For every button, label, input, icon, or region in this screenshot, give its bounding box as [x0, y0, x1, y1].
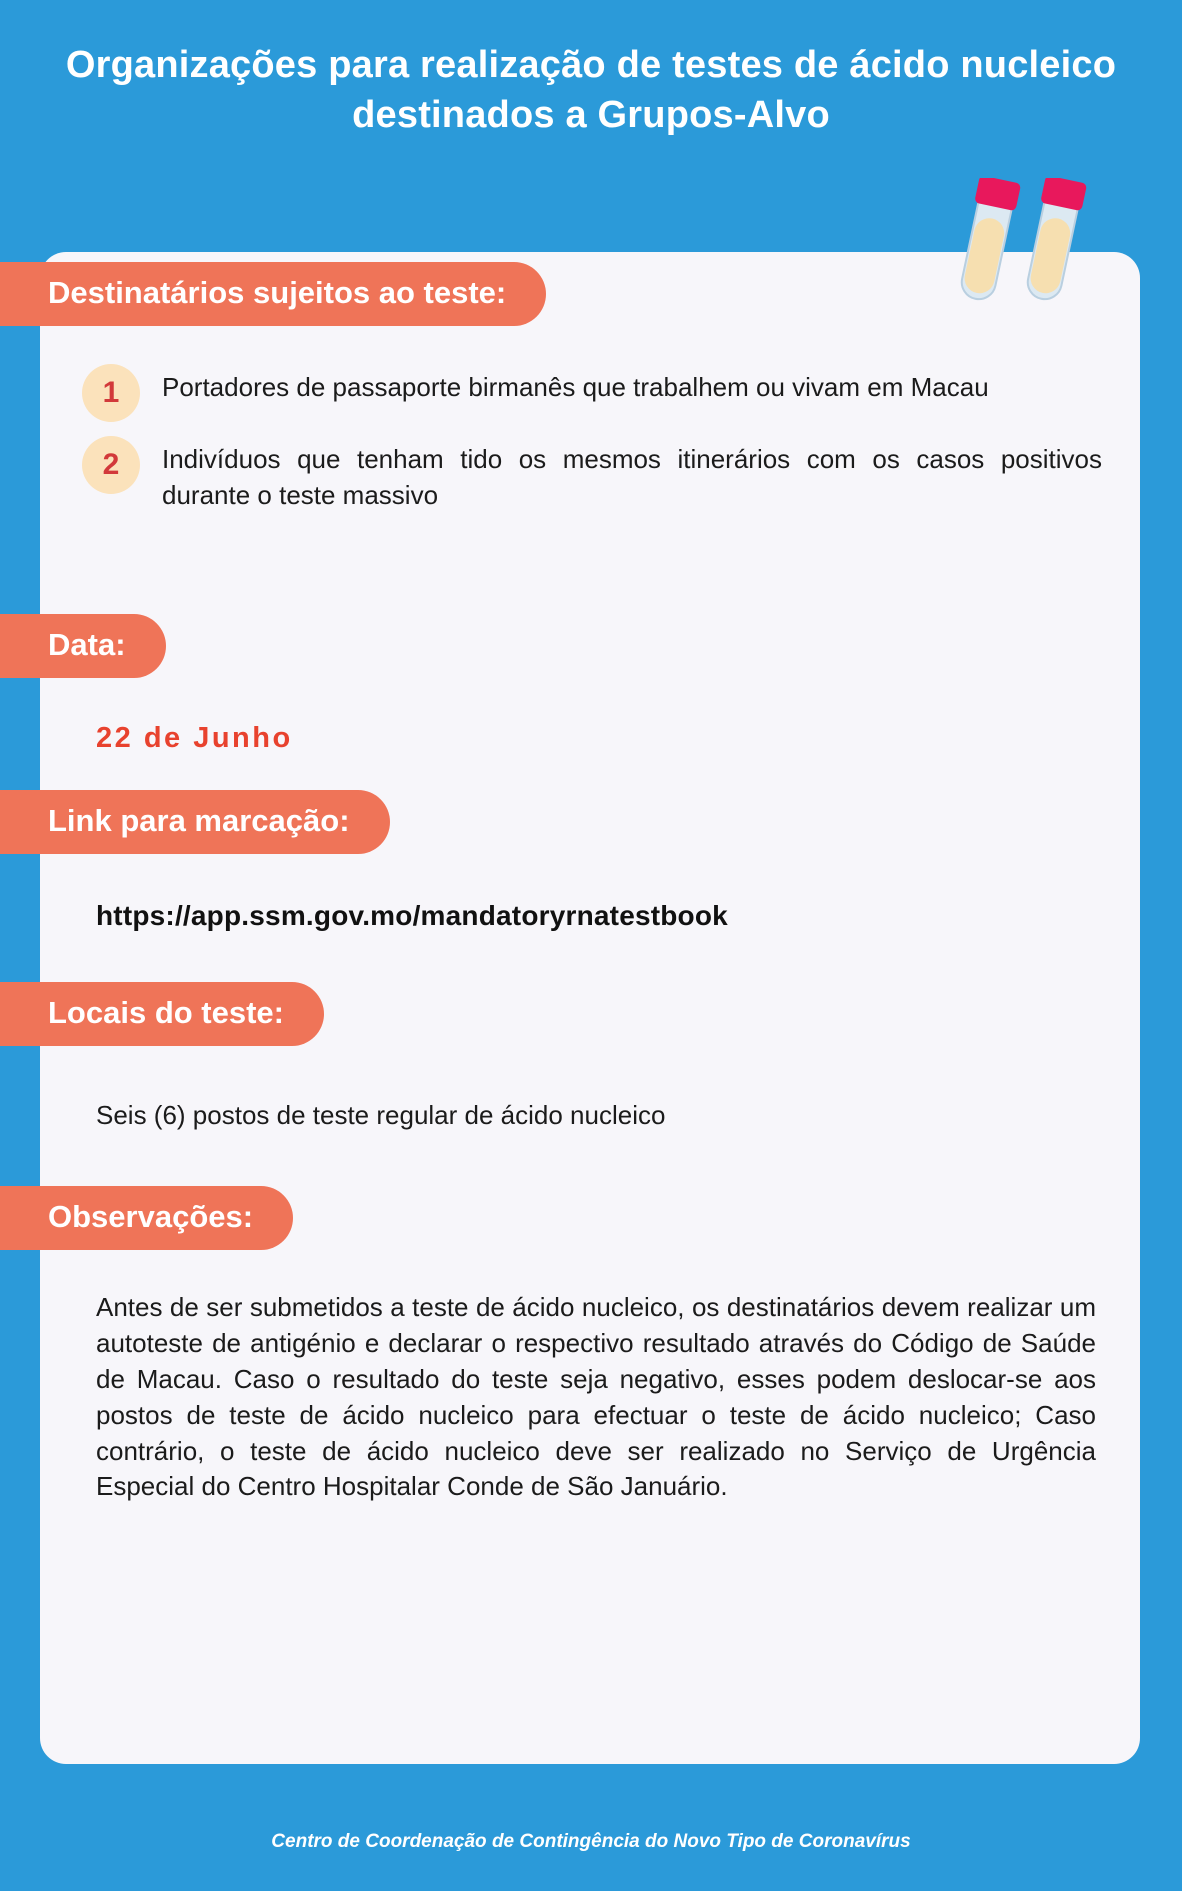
- booking-link-text[interactable]: https://app.ssm.gov.mo/mandatoryrnatestbook: [96, 900, 728, 931]
- recipients-list: [82, 368, 1102, 532]
- list-item-number: 1: [82, 364, 140, 422]
- list-item: [82, 368, 1102, 422]
- page-title: Organizações para realização de testes de ácido nucleico destinados a Grupos-Alvo: [65, 44, 1117, 137]
- list-item-label: Portadores de passaporte birmanês que trabalhem ou vivam em Macau: [162, 372, 989, 402]
- date-value: [96, 722, 1076, 755]
- section-label-notes: Observações:: [0, 1186, 293, 1250]
- notes-value: [96, 1290, 1096, 1505]
- date-text: 22 de Junho: [96, 722, 293, 754]
- locations-text: Seis (6) postos de teste regular de ácido nucleico: [96, 1100, 666, 1130]
- section-label-booking: Link para marcação:: [0, 790, 390, 854]
- list-item-label: Indivíduos que tenham tido os mesmos itinerários com os casos positivos durante o teste massivo: [162, 444, 1102, 510]
- test-tube-icon: [934, 178, 1104, 328]
- list-item-number: 2: [82, 436, 140, 494]
- locations-value: [96, 1100, 1076, 1131]
- notes-text: Antes de ser submetidos a teste de ácido nucleico, os destinatários devem realizar um autoteste de antigénio e declarar o respectivo resultado através do Código de Saúde de Macau. Caso o resultado do teste seja negativo, esses podem deslocar-se aos postos de teste de ácido nucleico para efectuar o teste de ácido nucleico; Caso contrário, o teste de ácido nucleico deve ser realizado no Serviço de Urgência Especial do Centro Hospitalar Conde de São Januário.: [96, 1292, 1096, 1502]
- section-label-recipients: Destinatários sujeitos ao teste:: [0, 262, 546, 326]
- list-item: [82, 440, 1102, 514]
- header: [0, 0, 1182, 140]
- section-label-date: Data:: [0, 614, 166, 678]
- booking-link[interactable]: [96, 900, 1096, 932]
- section-label-locations: Locais do teste:: [0, 982, 324, 1046]
- footer: Centro de Coordenação de Contingência do Novo Tipo de Coronavírus: [271, 1831, 911, 1852]
